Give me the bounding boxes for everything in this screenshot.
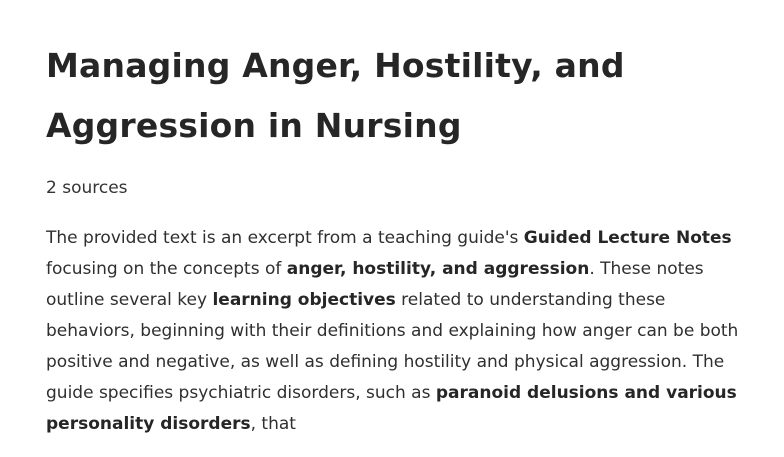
summary-text: The provided text is an excerpt from a teaching guide's [46,228,524,248]
summary-bold-text: paranoid delusions and various personality disorders [46,383,737,434]
summary-bold-text: learning objectives [212,290,396,310]
summary-text: , that [250,414,296,434]
sources-count[interactable]: 2 sources [46,178,128,198]
summary-text: . These notes outline several key [46,259,704,310]
summary-bold-text: Guided Lecture Notes [523,228,732,248]
summary-text: related to understanding these behaviors, beginning with their definitions and explaining how anger can be both positive and negative, as well as defining hostility and physical aggression. The guide specifies psychiatric disorders, such as [46,290,739,403]
summary-paragraph [46,223,746,440]
document-page [46,36,746,457]
summary-text: focusing on the concepts of [46,259,287,279]
summary-bold-text: anger, hostility, and aggression [286,259,590,279]
document-title: Managing Anger, Hostility, and Aggression in Nursing [46,46,625,145]
